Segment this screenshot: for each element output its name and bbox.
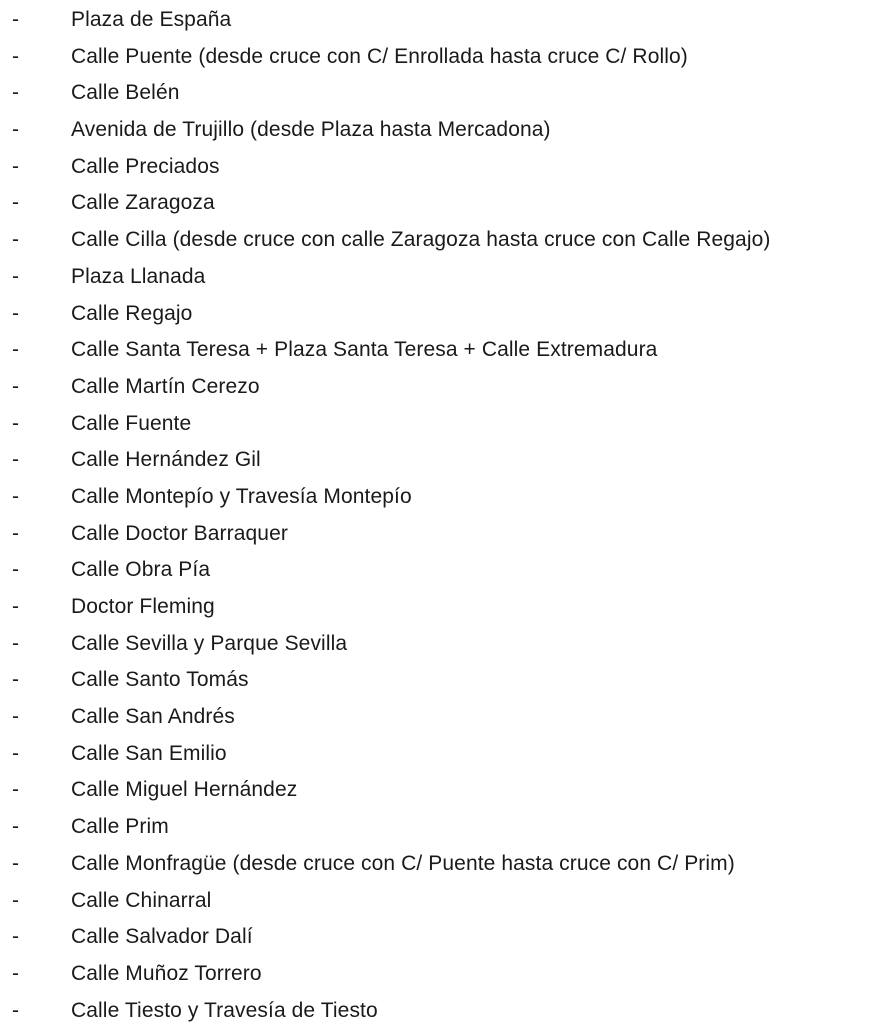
list-item-text: Plaza de España: [71, 8, 232, 31]
list-item: [0, 112, 892, 149]
list-bullet: -: [12, 705, 19, 729]
list-item: [0, 75, 892, 112]
list-item: [0, 809, 892, 846]
list-bullet: -: [12, 668, 19, 692]
list-bullet: -: [12, 228, 19, 252]
list-item: [0, 479, 892, 516]
list-item: [0, 699, 892, 736]
list-bullet: -: [12, 595, 19, 618]
list-item: [0, 772, 892, 809]
list-bullet: -: [12, 118, 19, 142]
list-item-text: Doctor Fleming: [71, 595, 215, 618]
list-item-text: Calle San Andrés: [71, 705, 235, 729]
list-bullet: -: [12, 338, 19, 362]
list-item-text: Calle Obra Pía: [71, 558, 211, 582]
list-item: [0, 259, 892, 296]
list-item-text: Calle Cilla (desde cruce con calle Zaragoza hasta cruce con Calle Regajo): [71, 228, 771, 252]
list-item: [0, 442, 892, 479]
list-bullet: -: [12, 44, 19, 68]
list-bullet: -: [12, 374, 19, 398]
list-item: [0, 552, 892, 589]
list-item: [0, 222, 892, 259]
list-item-text: Calle Prim: [71, 815, 169, 839]
list-bullet: -: [12, 191, 19, 215]
list-item-text: Calle Fuente: [71, 411, 192, 435]
list-item-text: Calle Sevilla y Parque Sevilla: [71, 631, 348, 655]
list-item-text: Calle Tiesto y Travesía de Tiesto: [71, 998, 378, 1022]
list-bullet: -: [12, 301, 19, 325]
list-item-text: Plaza Llanada: [71, 264, 206, 288]
list-bullet: -: [12, 154, 19, 178]
street-list: [0, 2, 892, 1029]
list-item-text: Calle Doctor Barraquer: [71, 521, 288, 545]
list-item-text: Calle Puente (desde cruce con C/ Enrollada hasta cruce C/ Rollo): [71, 44, 688, 68]
list-item: [0, 919, 892, 956]
list-item-text: Calle Hernández Gil: [71, 448, 261, 472]
list-bullet: -: [12, 998, 19, 1022]
list-item: [0, 993, 892, 1030]
list-bullet: -: [12, 484, 19, 508]
list-item: [0, 296, 892, 333]
list-item: [0, 39, 892, 76]
list-bullet: -: [12, 558, 19, 582]
list-bullet: -: [12, 961, 19, 985]
list-bullet: -: [12, 741, 19, 765]
list-item: [0, 626, 892, 663]
list-item: [0, 516, 892, 553]
list-bullet: -: [12, 8, 19, 31]
list-bullet: -: [12, 778, 19, 802]
list-item-text: Calle Martín Cerezo: [71, 374, 260, 398]
list-item-text: Calle Chinarral: [71, 888, 212, 912]
list-item-text: Calle Preciados: [71, 154, 220, 178]
list-item: [0, 185, 892, 222]
list-item: [0, 369, 892, 406]
list-item: [0, 883, 892, 920]
list-item: [0, 662, 892, 699]
list-item: [0, 589, 892, 626]
list-item-text: Calle Salvador Dalí: [71, 925, 253, 949]
list-bullet: -: [12, 521, 19, 545]
list-item: [0, 956, 892, 993]
list-bullet: -: [12, 264, 19, 288]
list-item: [0, 846, 892, 883]
list-item-text: Calle San Emilio: [71, 741, 227, 765]
list-item: [0, 149, 892, 186]
list-bullet: -: [12, 448, 19, 472]
list-bullet: -: [12, 925, 19, 949]
list-item-text: Calle Montepío y Travesía Montepío: [71, 484, 412, 508]
list-item: [0, 2, 892, 39]
list-bullet: -: [12, 851, 19, 875]
list-bullet: -: [12, 411, 19, 435]
list-item-text: Calle Miguel Hernández: [71, 778, 298, 802]
list-item-text: Calle Belén: [71, 81, 180, 105]
list-item-text: Calle Zaragoza: [71, 191, 215, 215]
list-bullet: -: [12, 888, 19, 912]
list-item-text: Calle Santa Teresa + Plaza Santa Teresa + Calle Extremadura: [71, 338, 658, 362]
list-item: [0, 406, 892, 443]
list-bullet: -: [12, 81, 19, 105]
list-item: [0, 736, 892, 773]
list-item-text: Calle Muñoz Torrero: [71, 961, 262, 985]
list-item: [0, 332, 892, 369]
list-bullet: -: [12, 815, 19, 839]
list-item-text: Calle Monfragüe (desde cruce con C/ Puente hasta cruce con C/ Prim): [71, 851, 735, 875]
list-item-text: Calle Santo Tomás: [71, 668, 249, 692]
list-item-text: Calle Regajo: [71, 301, 193, 325]
list-item-text: Avenida de Trujillo (desde Plaza hasta Mercadona): [71, 118, 551, 142]
list-bullet: -: [12, 631, 19, 655]
